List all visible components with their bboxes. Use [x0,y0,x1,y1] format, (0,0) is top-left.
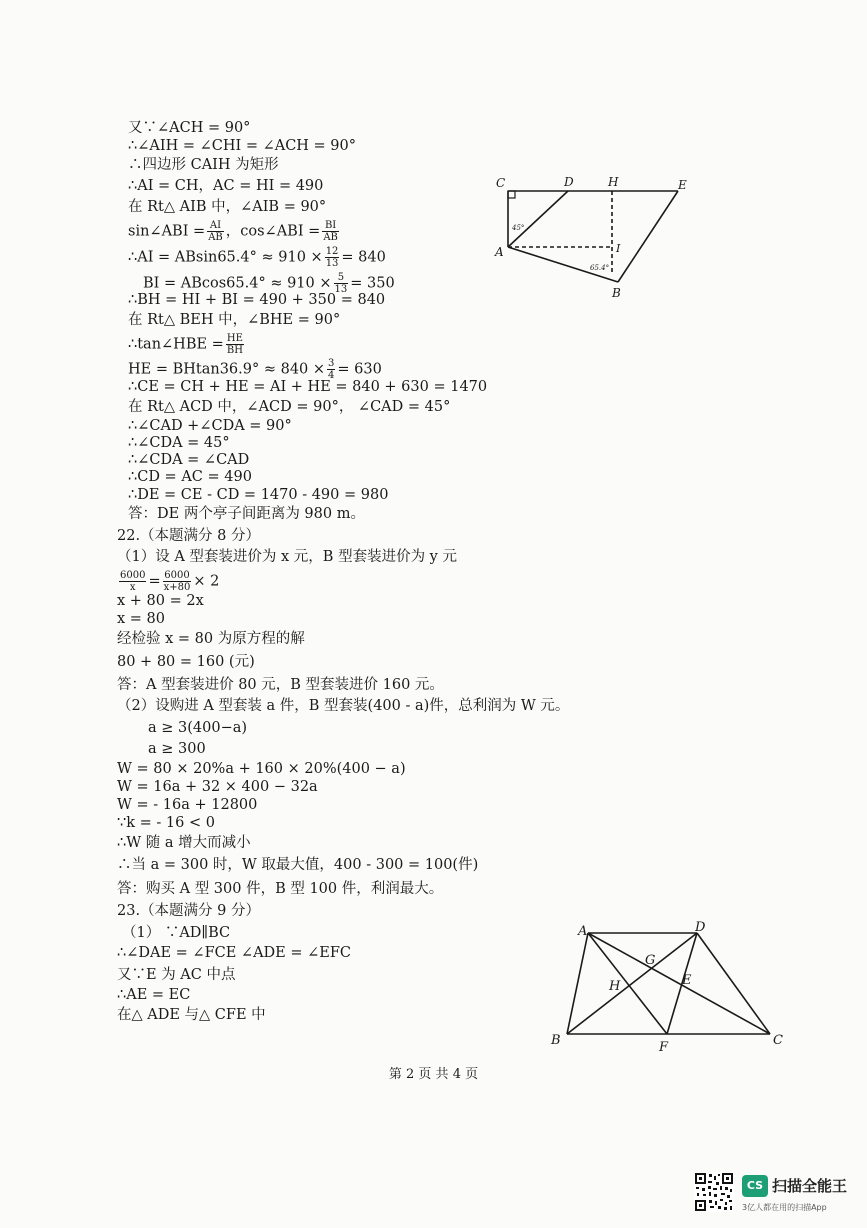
line-17: ∴∠CDA = ∠CAD [128,452,250,468]
line-26: 经检验 x = 80 为原方程的解 [117,631,305,647]
line-38: 答：购买 A 型 300 件，B 型 100 件，利润最大。 [117,881,444,897]
scanner-watermark [694,1170,859,1220]
line-33: W = 16a + 32 × 400 − 32a [117,779,318,795]
line-13: ∴CE = CH + HE = AI + HE = 840 + 630 = 1470 [128,379,488,395]
problem-22-heading: 22.（本题满分 8 分） [117,528,261,544]
scanner-tagline: 3亿人都在用的扫描App [742,1203,827,1212]
page-footer: 第 2 页 共 4 页 [388,1067,479,1082]
line-22: （1）设 A 型套装进价为 x 元，B 型套装进价为 y 元 [117,549,457,565]
camscanner-logo-icon: CS [742,1175,768,1197]
line-18: ∴CD = AC = 490 [128,469,252,485]
figure-trapezoid [545,918,790,1056]
line-32: W = 80 × 20%a + 160 × 20%(400 − a) [117,761,406,777]
fraction-12-13: $\frac{12}{13}$ [325,246,339,269]
line-01: 又∵∠ACH = 90° [128,120,251,136]
line-05: 在 Rt△ AIB 中，∠AIB = 90° [128,199,327,215]
line-08: BI = ABcos65.4° ≈ 910 × $\frac{5}{13}$ = 350 [143,272,395,295]
fraction-5-13: $\frac{5}{13}$ [334,272,348,295]
fig1-angle-65: 65.4° [590,264,610,272]
fig2-label-a: A [578,924,588,939]
line-23: $\frac{6000}{x}$ = $\frac{6000}{x+80}$ × 2 [120,570,220,593]
fig2-label-h: H [609,979,621,994]
line-04: ∴AI = CH，AC = HI = 490 [128,178,324,194]
line-27: 80 + 80 = 160 (元) [117,654,255,670]
fraction-bi-ab: $\frac{BI}{AB}$ [323,220,338,243]
fig2-label-c: C [773,1033,783,1048]
line-40: （1） ∵AD∥BC [122,925,231,941]
line-31: a ≥ 300 [148,741,206,757]
fraction-he-bh: $\frac{HE}{BH}$ [226,333,243,356]
line-37: ∴当 a = 300 时，W 取最大值，400 - 300 = 100(件) [117,857,479,873]
fig1-angle-45: 45° [512,224,525,232]
fig2-label-e: E [682,973,692,988]
fig1-label-a: A [495,245,504,259]
line-09: ∴BH = HI + BI = 490 + 350 = 840 [128,292,386,308]
problem-23-heading: 23.（本题满分 9 分） [117,903,261,919]
scanner-app-name: 扫描全能王 [772,1177,848,1195]
line-24: x + 80 = 2x [117,593,204,609]
fig1-label-e: E [678,178,687,192]
line-06 [128,220,341,243]
fig1-label-i: I [616,242,621,255]
line-43: ∴AE = EC [117,987,191,1003]
fraction-6000-x80: $\frac{6000}{x+80}$ [163,570,191,593]
fig1-label-h: H [608,175,619,189]
line-02: ∴∠AIH = ∠CHI = ∠ACH = 90° [128,138,356,154]
line-34: W = - 16a + 12800 [117,797,258,813]
cos-label: ，cos∠ABI = [225,223,321,240]
line-14: 在 Rt△ ACD 中，∠ACD = 90°， ∠CAD = 45° [128,399,451,415]
line-12: HE = BHtan36.9° ≈ 840 × $\frac{3}{4}$ = 630 [128,358,382,381]
sin-label: sin∠ABI = [128,223,206,240]
line-41: ∴∠DAE = ∠FCE ∠ADE = ∠EFC [117,945,352,961]
line-42: 又∵E 为 AC 中点 [117,967,236,983]
line-35: ∵k = - 16 < 0 [117,815,215,831]
line-11: ∴tan∠HBE = $\frac{HE}{BH}$ [128,333,243,356]
line-36: ∴W 随 a 增大而减小 [117,835,251,851]
line-15: ∴∠CAD +∠CDA = 90° [128,418,292,434]
fig2-label-d: D [695,920,706,935]
fig1-label-c: C [496,176,506,190]
line-25: x = 80 [117,611,165,627]
fraction-6000-x: $\frac{6000}{x}$ [120,570,146,593]
line-44: 在△ ADE 与△ CFE 中 [117,1007,266,1023]
fig1-label-d: D [564,175,574,189]
line-03: ∴四边形 CAIH 为矩形 [128,157,279,173]
line-30: a ≥ 3(400−a) [148,720,248,736]
line-16: ∴∠CDA = 45° [128,435,230,451]
line-20: 答：DE 两个亭子间距离为 980 m。 [128,506,365,522]
line-29: （2）设购进 A 型套装 a 件，B 型套装(400 - a)件，总利润为 W 元。 [117,698,570,714]
line-28: 答：A 型套装进价 80 元，B 型套装进价 160 元。 [117,677,444,693]
fig2-label-f: F [659,1040,669,1055]
figure-pavilion [490,170,700,305]
fraction-3-4: $\frac{3}{4}$ [328,358,335,381]
fig2-label-g: G [645,953,656,968]
line-19: ∴DE = CE - CD = 1470 - 490 = 980 [128,487,389,503]
fraction-ai-ab: $\frac{AI}{AB}$ [208,220,223,243]
line-07: ∴AI = ABsin65.4° ≈ 910 × $\frac{12}{13}$ = 840 [128,246,386,269]
fig1-label-b: B [612,286,621,300]
fig2-label-b: B [551,1033,561,1048]
line-10: 在 Rt△ BEH 中，∠BHE = 90° [128,312,341,328]
qr-code-icon [694,1172,734,1212]
